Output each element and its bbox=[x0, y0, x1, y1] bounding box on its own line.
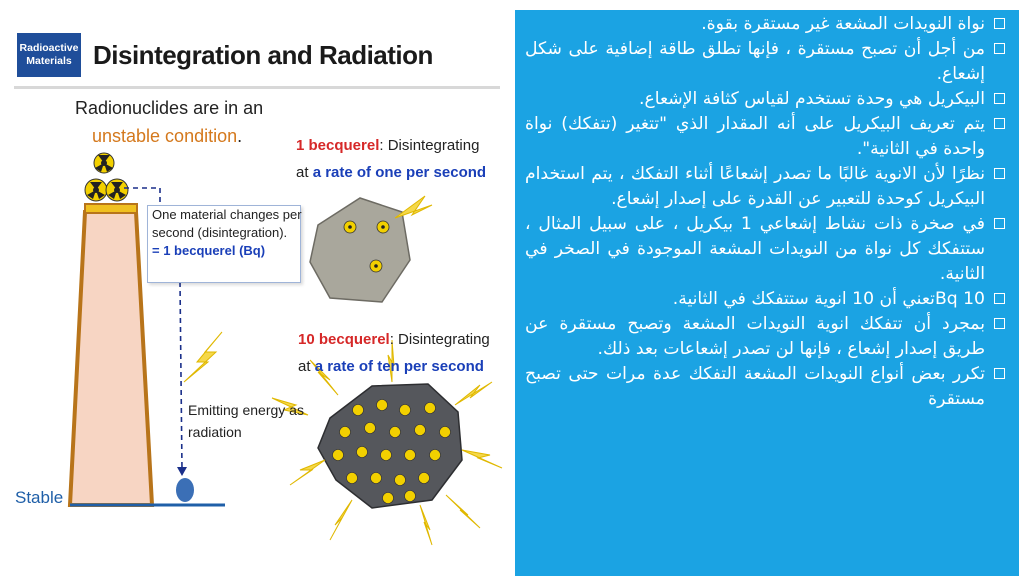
note-text: في صخرة ذات نشاط إشعاعي 1 بيكريل ، على سبيل المثال ، ستتفكك كل نواة من النويدات المشعة الموجودة في الصخر في الثانية. bbox=[525, 214, 985, 284]
becquerel-10-desc: : Disintegrating bbox=[389, 331, 490, 348]
radioactive-atom-icon bbox=[85, 179, 107, 201]
lightning-icon bbox=[395, 196, 432, 218]
note-text: البيكريل هي وحدة تستخدم لقياس كثافة الإشعاع. bbox=[639, 89, 985, 109]
note-item bbox=[525, 87, 1011, 112]
becquerel-1-line-2 bbox=[296, 164, 486, 181]
tower-cap bbox=[85, 204, 137, 213]
checkbox-bullet-icon bbox=[994, 118, 1005, 129]
intro-line-1: Radionuclides are in an bbox=[75, 98, 264, 118]
checkbox-bullet-icon bbox=[994, 168, 1005, 179]
checkbox-bullet-icon bbox=[994, 218, 1005, 229]
rock-1bq bbox=[310, 198, 410, 302]
note-item bbox=[525, 287, 1011, 312]
becquerel-1-rate: a rate of one per second bbox=[312, 164, 487, 181]
becquerel-1-desc: : Disintegrating bbox=[379, 137, 480, 154]
arabic-notes-panel bbox=[515, 10, 1019, 576]
becquerel-10-at: at bbox=[298, 358, 315, 375]
intro-period: . bbox=[237, 126, 243, 146]
note-text: نواة النويدات المشعة غير مستقرة بقوة. bbox=[701, 14, 985, 34]
unstable-condition-text: unstable condition bbox=[92, 126, 238, 146]
becquerel-1-line-1 bbox=[296, 137, 479, 154]
arabic-notes-list bbox=[515, 10, 1019, 412]
callout-box bbox=[147, 205, 301, 283]
note-item bbox=[525, 362, 1011, 412]
note-item bbox=[525, 12, 1011, 37]
note-text: 10 Bqتعني أن 10 انوية ستتفكك في الثانية. bbox=[672, 289, 985, 309]
note-text: بمجرد أن تتفكك انوية النويدات المشعة وتصبح مستقرة عن طريق إصدار إشعاع ، فإنها لن تصدر إشعاعات بعد ذلك. bbox=[525, 314, 985, 359]
checkbox-bullet-icon bbox=[994, 93, 1005, 104]
callout-line-1: One material changes per bbox=[152, 207, 302, 222]
decay-path-top bbox=[124, 188, 160, 205]
rock-10bq bbox=[318, 384, 462, 508]
radioactive-atom-icon bbox=[370, 260, 382, 272]
callout-line-2: second (disintegration). bbox=[152, 225, 288, 240]
note-text: تكرر بعض أنواع النويدات المشعة التفكك عدة مرات حتى تصبح مستقرة bbox=[525, 364, 985, 409]
note-item bbox=[525, 212, 1011, 287]
stable-nucleus-ball bbox=[176, 478, 194, 502]
note-item bbox=[525, 37, 1011, 87]
radioactive-atom-icon bbox=[377, 221, 389, 233]
becquerel-1-term: 1 becquerel bbox=[296, 137, 380, 154]
note-item bbox=[525, 112, 1011, 162]
category-badge: Radioactive Materials bbox=[17, 33, 81, 77]
radioactive-atom-icon bbox=[344, 221, 356, 233]
becquerel-10-line-1 bbox=[298, 331, 490, 348]
radioactive-atom-icon bbox=[106, 179, 128, 201]
checkbox-bullet-icon bbox=[994, 318, 1005, 329]
becquerel-1-at: at bbox=[296, 164, 313, 181]
note-text: من أجل أن تصبح مستقرة ، فإنها تطلق طاقة إضافية على شكل إشعاع. bbox=[525, 39, 985, 84]
tower-shape bbox=[70, 212, 152, 505]
slide-title: Disintegration and Radiation bbox=[93, 40, 433, 70]
becquerel-10-line-2 bbox=[298, 358, 484, 375]
decay-path-down bbox=[180, 282, 182, 470]
emit-line-2: radiation bbox=[188, 424, 242, 440]
checkbox-bullet-icon bbox=[994, 43, 1005, 54]
note-item bbox=[525, 312, 1011, 362]
becquerel-10-term: 10 becquerel bbox=[298, 331, 390, 348]
note-text: نظرًا لأن الانوية غالبًا ما تصدر إشعاعًا أثناء التفكك ، يتم استخدام البيكريل كوحدة للتعبير عن القدرة على إصدار إشعاع. bbox=[525, 164, 985, 209]
checkbox-bullet-icon bbox=[994, 18, 1005, 29]
emit-line-1: Emitting energy as bbox=[188, 402, 304, 418]
stable-label: Stable bbox=[15, 488, 64, 507]
becquerel-10-rate: a rate of ten per second bbox=[314, 358, 484, 375]
radioactive-atom-icon bbox=[94, 153, 114, 173]
checkbox-bullet-icon bbox=[994, 293, 1005, 304]
lightning-icon bbox=[184, 332, 222, 382]
callout-line-3: = 1 becquerel (Bq) bbox=[152, 243, 266, 258]
arrow-head-icon bbox=[177, 467, 187, 476]
checkbox-bullet-icon bbox=[994, 368, 1005, 379]
note-item bbox=[525, 162, 1011, 212]
note-text: يتم تعريف البيكريل على أنه المقدار الذي "تتغير (تتفكك) نواة واحدة في الثانية". bbox=[525, 114, 985, 159]
